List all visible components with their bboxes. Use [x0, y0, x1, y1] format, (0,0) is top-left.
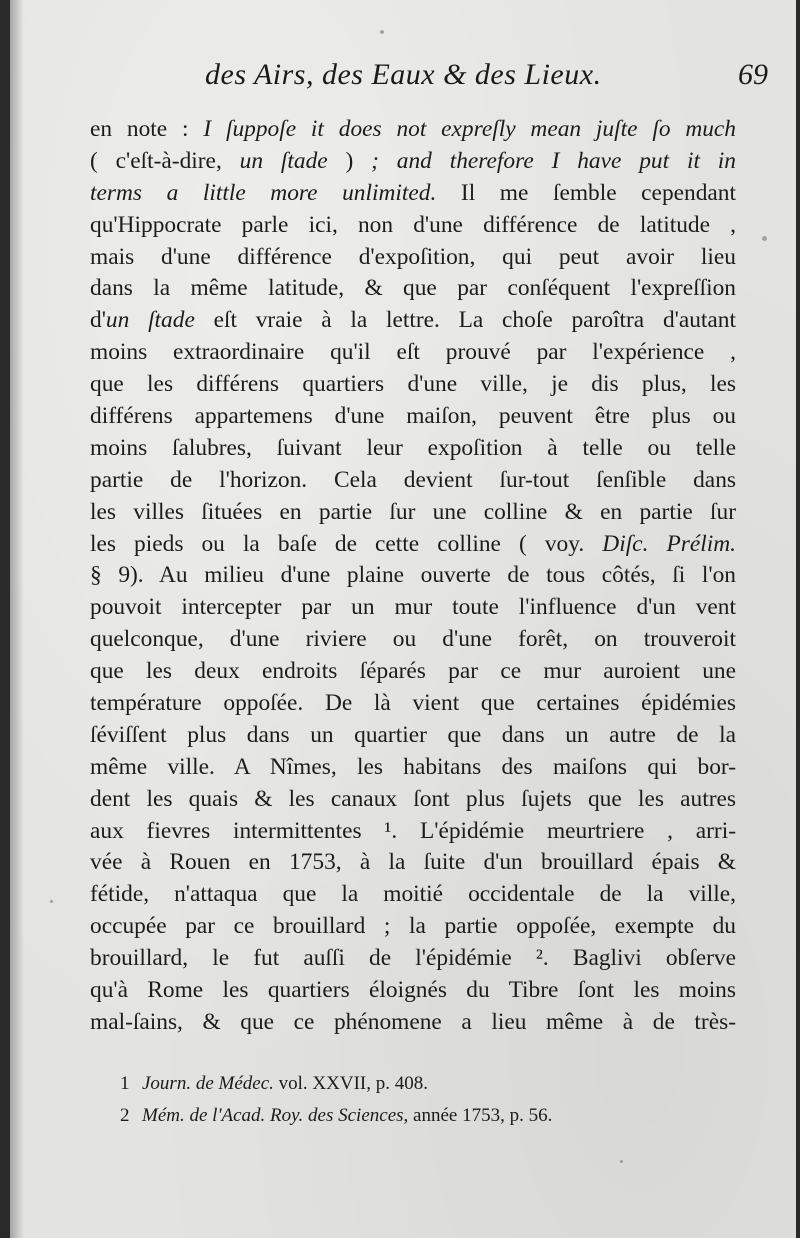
text-line [90, 401, 736, 433]
text-run: ( c'eſt-à-dire, [90, 147, 240, 174]
text-run: aux fievres intermittentes ¹. L'épidémie meurtriere , arri- [90, 817, 736, 844]
text-run: occupée par ce brouillard ; la partie oppoſée, exempte du [90, 913, 736, 940]
text-run: qu'à Rome les quartiers éloignés du Tibre ſont les moins [90, 977, 736, 1004]
italic-run: Mém. de l'Acad. Roy. des Sciences [142, 1105, 404, 1126]
text-run: même ville. A Nîmes, les habitans des maiſons qui bor- [90, 753, 736, 780]
running-title: des Airs, des Eaux & des Lieux. [205, 58, 602, 91]
book-page [10, 0, 796, 1238]
text-run: moins extraordinaire qu'il eſt prouvé par l'expérience , [90, 339, 736, 366]
scan-speck [50, 900, 53, 903]
text-line [90, 369, 736, 401]
text-line [90, 1007, 736, 1039]
text-line [90, 624, 736, 656]
footnote-mark: 2 [120, 1105, 130, 1126]
italic-run: Journ. de Médec. [142, 1073, 274, 1094]
text-run: différens appartemens d'une maiſon, peuvent être plus ou [90, 403, 736, 430]
text-line [90, 305, 736, 337]
text-run: ) [327, 147, 372, 174]
text-run: qu'Hippocrate parle ici, non d'une différence de latitude , [90, 211, 736, 238]
text-line [90, 592, 736, 624]
text-run: fétide, n'attaqua que la moitié occidentale de la ville, [90, 881, 736, 908]
running-head [10, 58, 796, 98]
text-line [90, 497, 736, 529]
text-line [90, 114, 736, 146]
text-line [90, 178, 736, 210]
italic-run: terms a little more unlimited. [90, 179, 437, 206]
text-run: dans la même latitude, & que par conſéquent l'expreſſion [90, 275, 736, 302]
footnote [120, 1100, 680, 1132]
text-run: que les deux endroits ſéparés par ce mur auroient une [90, 658, 736, 685]
italic-run: un ſtade [239, 147, 328, 174]
text-run: dent les quais & les canaux ſont plus ſujets que les autres [90, 785, 736, 812]
text-line [90, 242, 736, 274]
text-run: mais d'une différence d'expoſition, qui peut avoir lieu [90, 243, 736, 270]
text-line [90, 433, 736, 465]
text-run: moins ſalubres, ſuivant leur expoſition à telle ou telle [90, 434, 736, 461]
text-run: vée à Rouen en 1753, à la ſuite d'un brouillard épais & [90, 849, 736, 876]
text-line [90, 784, 736, 816]
text-line [90, 720, 736, 752]
text-run: que les différens quartiers d'une ville, je dis plus, les [90, 371, 736, 398]
page-number: 69 [738, 58, 768, 91]
text-line [90, 688, 736, 720]
footnote [120, 1068, 680, 1100]
text-run: , année 1753, p. 56. [403, 1105, 553, 1126]
text-line [90, 847, 736, 879]
text-line [90, 146, 736, 178]
text-run: Il me ſemble cependant [436, 179, 736, 206]
text-run: mal-ſains, & que ce phénomene a lieu même à de très- [90, 1008, 736, 1035]
text-run: d' [90, 307, 106, 334]
text-line [90, 273, 736, 305]
text-run: partie de l'horizon. Cela devient ſur-tout ſenſible dans [90, 466, 736, 493]
text-line [90, 911, 736, 943]
italic-run: un ſtade [105, 307, 195, 334]
text-run: en note : [90, 116, 204, 142]
scan-speck [762, 236, 767, 241]
text-line [90, 656, 736, 688]
text-run: brouillard, le fut auſſi de l'épidémie ². Baglivi obſerve [90, 945, 736, 972]
text-line [90, 560, 736, 592]
text-line [90, 210, 736, 242]
text-run: vol. XXVII, p. 408. [273, 1073, 428, 1094]
text-run: les villes ſituées en partie ſur une colline & en partie ſur [90, 498, 736, 525]
text-run: eſt vraie à la lettre. La choſe paroîtra d'autant [194, 307, 737, 334]
italic-run: I ſuppoſe it does not expreſly mean juſte ſo much [203, 116, 736, 142]
gutter-shadow [10, 0, 24, 1238]
italic-run: ; and therefore I have put it in [371, 147, 736, 174]
text-run: quelconque, d'une riviere ou d'une forêt, on trouveroit [90, 626, 736, 653]
footnotes [120, 1068, 680, 1132]
text-run: ſéviſſent plus dans un quartier que dans un autre de la [90, 721, 736, 748]
text-line [90, 752, 736, 784]
text-line [90, 879, 736, 911]
text-run: § 9). Au milieu d'une plaine ouverte de tous côtés, ſi l'on [90, 562, 736, 589]
scan-speck [380, 30, 384, 34]
text-line [90, 465, 736, 497]
italic-run: Diſc. Prélim. [602, 530, 736, 557]
text-run: les pieds ou la baſe de cette colline ( voy. [90, 530, 603, 557]
text-line [90, 816, 736, 848]
text-line [90, 943, 736, 975]
scan-speck [620, 1160, 623, 1163]
text-run: pouvoit intercepter par un mur toute l'influence d'un vent [90, 594, 736, 621]
text-line [90, 529, 736, 561]
footnote-mark: 1 [120, 1073, 130, 1094]
text-run: température oppoſée. De là vient que certaines épidémies [90, 690, 736, 717]
text-line [90, 975, 736, 1007]
body-text [90, 114, 736, 1039]
text-line [90, 337, 736, 369]
